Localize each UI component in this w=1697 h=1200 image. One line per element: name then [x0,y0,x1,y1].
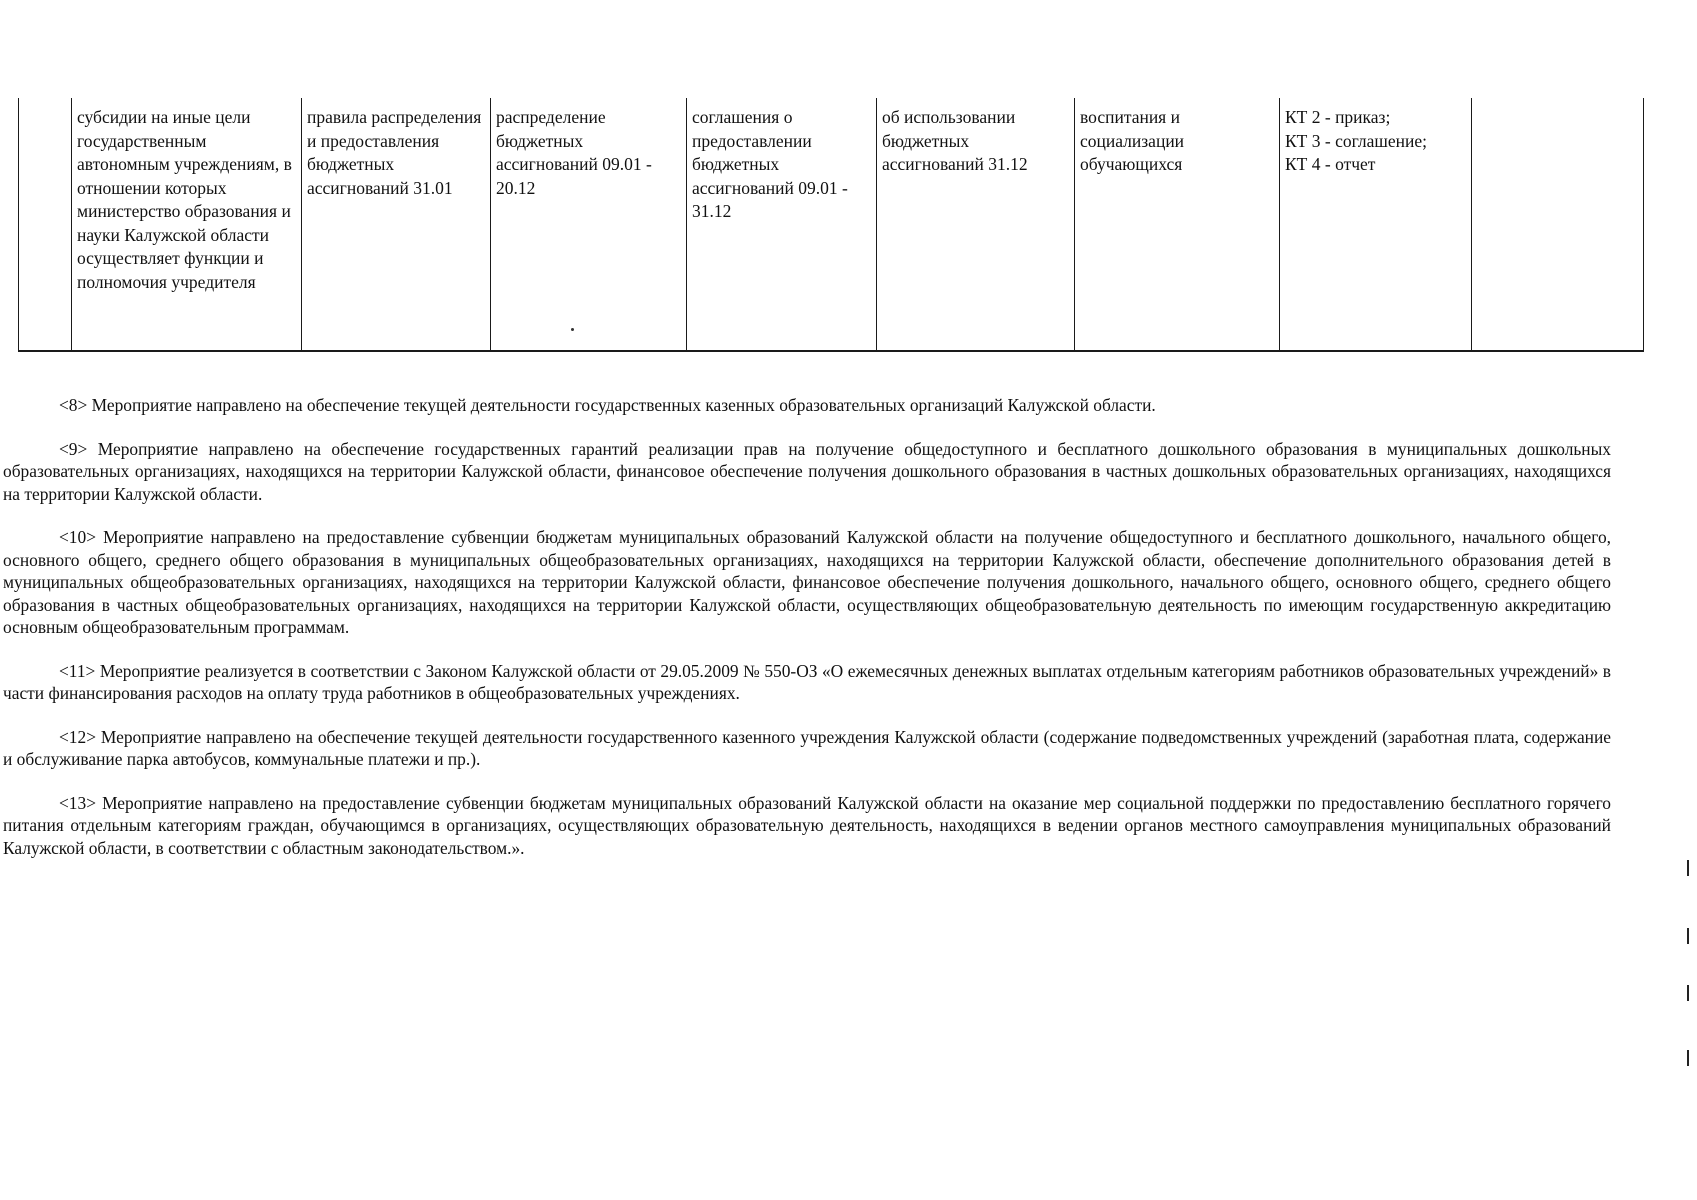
footnote-12: <12> Мероприятие направлено на обеспечение текущей деятельности государственного казенного учреждения Калужской области (содержание подведомственных учреждений (заработная плата, содержание и обслуживание парка автобусов, коммунальные платежи и пр.). [3,726,1611,769]
table-cell-checkpoints: КТ 2 - приказ; КТ 3 - соглашение; КТ 4 - отчет [1280,98,1472,351]
footnote-11: <11> Мероприятие реализуется в соответствии с Законом Калужской области от 29.05.2009 № 550-ОЗ «О ежемесячных денежных выплатах отдельным категориям работников образовательных учреждений» в части финансирования расходов на оплату труда работников в общеобразовательных учреждениях. [3,660,1611,703]
footnotes [3,394,1611,880]
table-cell-empty [1472,98,1644,351]
table-cell-distribution: распределение бюджетных ассигнований 09.01 - 20.12 [491,98,687,351]
table-cell-agreement: соглашения о предоставлении бюджетных ассигнований 09.01 - 31.12 [687,98,877,351]
scan-speck [571,328,574,331]
table-cell-report: об использовании бюджетных ассигнований 31.12 [877,98,1075,351]
footnote-8: <8> Мероприятие направлено на обеспечение текущей деятельности государственных казенных образовательных организаций Калужской области. [59,395,1156,415]
margin-mark [1687,928,1689,944]
footnote-9: <9> Мероприятие направлено на обеспечение государственных гарантий реализации прав на получение общедоступного и бесплатного дошкольного образования в муниципальных дошкольных образовательных организациях, находящихся на территории Калужской области, финансовое обеспечение получения дошкольного образования в частных дошкольных образовательных организациях, находящихся на территории Калужской области. [3,438,1611,504]
program-table-fragment [18,98,1643,352]
program-table [18,98,1644,352]
margin-mark [1687,985,1689,1001]
table-row [19,98,1644,351]
table-cell-rules: правила распределения и предоставления бюджетных ассигнований 31.01 [302,98,491,351]
margin-mark [1687,860,1689,876]
table-cell-number [19,98,72,351]
footnote-13: <13> Мероприятие направлено на предоставление субвенции бюджетам муниципальных образований Калужской области на оказание мер социальной поддержки по предоставлению бесплатного горячего питания отдельным категориям граждан, обучающимся в организациях, осуществляющих образовательную деятельность, находящихся в ведении органов местного самоуправления муниципальных образований Калужской области, в соответствии с областным законодательством.». [3,792,1611,858]
table-cell-activity: субсидии на иные цели государственным автономным учреждениям, в отношении которых министерство образования и науки Калужской области осуществляет функции и полномочия учредителя [72,98,302,351]
footnote-10: <10> Мероприятие направлено на предоставление субвенции бюджетам муниципальных образований Калужской области на получение общедоступного и бесплатного дошкольного, начального общего, основного общего, среднего общего образования в муниципальных общеобразовательных организациях, находящихся на территории Калужской области, обеспечение дополнительного образования детей в муниципальных общеобразовательных организациях, находящихся на территории Калужской области, финансовое обеспечение получения дошкольного, начального общего, основного общего, среднего общего образования в частных общеобразовательных организациях, находящихся на территории Калужской области, осуществляющих общеобразовательную деятельность по имеющим государственную аккредитацию основным общеобразовательным программам. [3,527,1611,637]
table-cell-goal: воспитания и социализации обучающихся [1075,98,1280,351]
margin-mark [1687,1050,1689,1066]
